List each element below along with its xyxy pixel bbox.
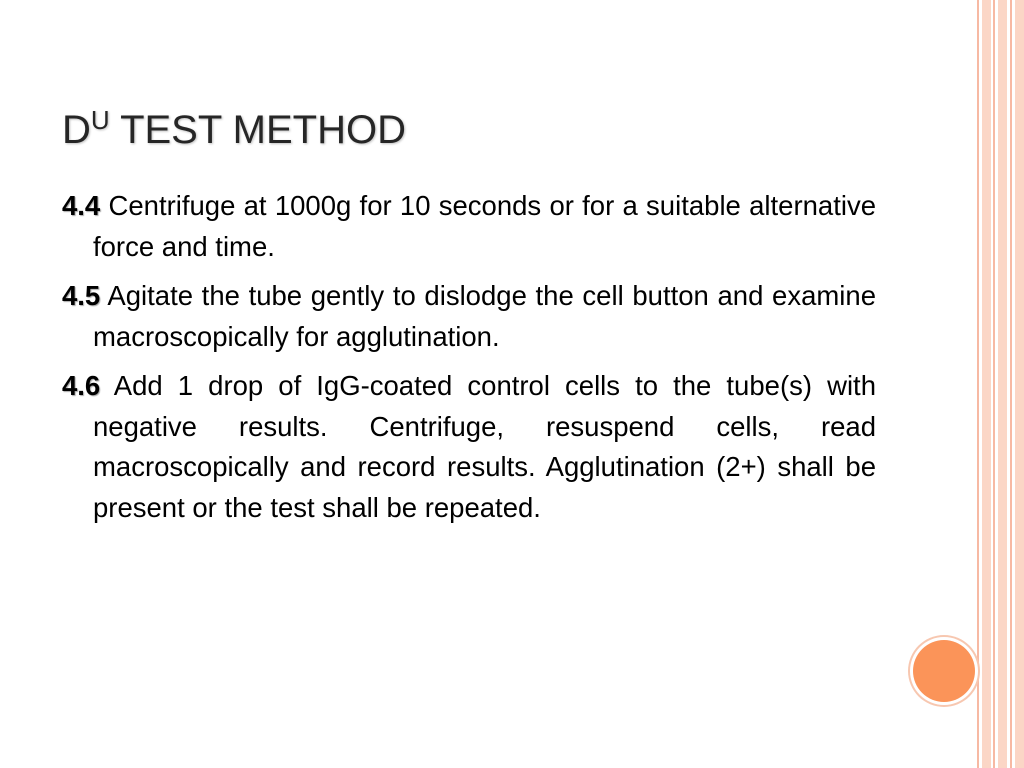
decorative-orb <box>913 640 975 702</box>
list-item <box>62 276 876 357</box>
title-rest: TEST METHOD <box>109 108 406 152</box>
decorative-stripe <box>1015 0 1024 768</box>
decorative-stripe <box>1010 0 1012 768</box>
item-number: 4.5 <box>62 280 101 311</box>
decorative-stripe <box>982 0 991 768</box>
slide-title <box>62 104 406 156</box>
decorative-stripe <box>993 0 995 768</box>
slide-body <box>62 186 876 537</box>
item-number: 4.6 <box>62 370 101 401</box>
decorative-stripe <box>998 0 1007 768</box>
item-text: Centrifuge at 1000g for 10 seconds or for a suitable alternative force and time. <box>93 190 876 262</box>
item-text: Agitate the tube gently to dislodge the cell button and examine macroscopically for agglutination. <box>93 280 876 352</box>
title-main: D <box>62 108 91 152</box>
title-superscript: U <box>90 105 110 135</box>
item-number: 4.4 <box>62 190 101 221</box>
decorative-stripe <box>977 0 979 768</box>
item-text: Add 1 drop of IgG-coated control cells to the tube(s) with negative results. Centrifuge, resuspend cells, read macroscopically and record results. Agglutination (2+) shall be present or the test shall be repeated. <box>93 370 876 523</box>
list-item <box>62 186 876 267</box>
list-item <box>62 366 876 528</box>
